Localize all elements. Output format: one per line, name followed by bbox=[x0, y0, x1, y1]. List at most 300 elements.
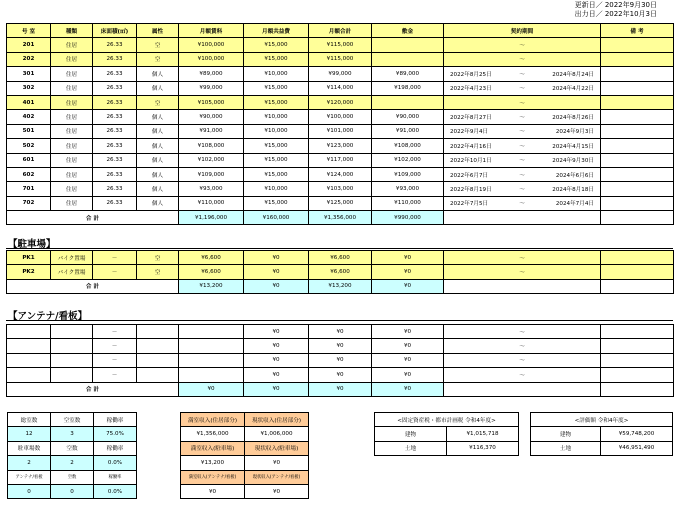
monthly-fee: ¥10,000 bbox=[244, 67, 309, 81]
income-label-row bbox=[181, 470, 309, 484]
rooms-header-row bbox=[7, 24, 674, 38]
parking-divider bbox=[6, 248, 673, 249]
stats-label: 稼働率 bbox=[94, 441, 137, 455]
table-row bbox=[7, 251, 674, 265]
valuation-value: ¥46,951,490 bbox=[601, 441, 673, 455]
monthly-fee: ¥15,000 bbox=[244, 196, 309, 210]
remarks bbox=[601, 110, 674, 124]
contract-period-parts bbox=[446, 185, 598, 193]
antenna-area: － bbox=[93, 353, 137, 367]
total-remarks-empty bbox=[601, 279, 674, 293]
income-label: 現状収入(アンテナ/看板) bbox=[245, 470, 309, 484]
table-row bbox=[7, 153, 674, 167]
parking-type: バイク置場 bbox=[51, 251, 93, 265]
column-header: 契約期間 bbox=[444, 24, 601, 38]
contract-period: ～ bbox=[444, 325, 601, 339]
room-attribute: 個人 bbox=[137, 182, 179, 196]
contract-tilde: ～ bbox=[519, 172, 525, 179]
deposit: ¥89,000 bbox=[372, 67, 444, 81]
remarks bbox=[601, 167, 674, 181]
column-header: 月額共益費 bbox=[244, 24, 309, 38]
total-label: 合 計 bbox=[7, 382, 179, 396]
stats-label: 駐車場数 bbox=[8, 441, 51, 455]
income-label: 満室収入(アンテナ/看板) bbox=[181, 470, 245, 484]
room-area: 26.33 bbox=[93, 139, 137, 153]
total-row bbox=[7, 279, 674, 293]
antenna-attribute bbox=[137, 368, 179, 382]
room-area: 26.33 bbox=[93, 182, 137, 196]
total-deposit: ¥990,000 bbox=[372, 211, 444, 225]
room-number: 402 bbox=[7, 110, 51, 124]
deposit bbox=[372, 38, 444, 52]
stats-label: 空室数 bbox=[51, 413, 94, 427]
total-deposit: ¥0 bbox=[372, 279, 444, 293]
monthly-fee: ¥15,000 bbox=[244, 38, 309, 52]
monthly-total: ¥6,600 bbox=[309, 251, 372, 265]
income-label-row bbox=[181, 413, 309, 427]
monthly-rent: ¥100,000 bbox=[179, 38, 244, 52]
table-row bbox=[531, 427, 673, 441]
room-attribute: 空 bbox=[137, 52, 179, 66]
stats-label: 空数 bbox=[51, 470, 94, 484]
column-header: 号 室 bbox=[7, 24, 51, 38]
monthly-fee: ¥15,000 bbox=[244, 139, 309, 153]
stats-label: 稼働率 bbox=[94, 470, 137, 484]
monthly-fee: ¥15,000 bbox=[244, 167, 309, 181]
contract-tilde: ～ bbox=[519, 71, 525, 78]
monthly-fee: ¥0 bbox=[244, 368, 309, 382]
remarks bbox=[601, 182, 674, 196]
deposit bbox=[372, 52, 444, 66]
tax-label: 建物 bbox=[375, 427, 447, 441]
monthly-total: ¥117,000 bbox=[309, 153, 372, 167]
deposit: ¥0 bbox=[372, 265, 444, 279]
deposit: ¥93,000 bbox=[372, 182, 444, 196]
total-remarks-empty bbox=[601, 211, 674, 225]
monthly-rent: ¥99,000 bbox=[179, 81, 244, 95]
deposit: ¥0 bbox=[372, 251, 444, 265]
table-row bbox=[7, 353, 674, 367]
income-value-row bbox=[181, 484, 309, 498]
room-number: 502 bbox=[7, 139, 51, 153]
room-number: 302 bbox=[7, 81, 51, 95]
room-area: 26.33 bbox=[93, 38, 137, 52]
remarks bbox=[601, 265, 674, 279]
deposit: ¥90,000 bbox=[372, 110, 444, 124]
room-attribute: 個人 bbox=[137, 153, 179, 167]
valuation-label: 建物 bbox=[531, 427, 601, 441]
stats-value: 2 bbox=[8, 456, 51, 470]
contract-start: 2022年4月16日 bbox=[450, 143, 492, 150]
contract-period: ～ bbox=[444, 353, 601, 367]
column-header: 月額賃料 bbox=[179, 24, 244, 38]
income-value: ¥0 bbox=[181, 484, 245, 498]
room-area: 26.33 bbox=[93, 52, 137, 66]
parking-table bbox=[6, 250, 674, 294]
room-area: 26.33 bbox=[93, 95, 137, 109]
room-area: 26.33 bbox=[93, 196, 137, 210]
contract-end: 2024年9月3日 bbox=[555, 129, 594, 136]
contract-period: ～ bbox=[444, 251, 601, 265]
antenna-attribute bbox=[137, 325, 179, 339]
contract-end: 2024年4月15日 bbox=[552, 143, 594, 150]
valuation-table bbox=[530, 412, 673, 456]
room-type: 住居 bbox=[51, 167, 93, 181]
contract-period-parts bbox=[446, 127, 598, 135]
room-attribute: 個人 bbox=[137, 167, 179, 181]
room-attribute: 個人 bbox=[137, 81, 179, 95]
total-rent: ¥0 bbox=[179, 382, 244, 396]
table-row bbox=[7, 339, 674, 353]
monthly-total: ¥100,000 bbox=[309, 110, 372, 124]
remarks bbox=[601, 67, 674, 81]
contract-period bbox=[444, 167, 601, 181]
parking-type: バイク置場 bbox=[51, 265, 93, 279]
contract-period-parts bbox=[446, 70, 598, 78]
total-monthly: ¥0 bbox=[309, 382, 372, 396]
monthly-total: ¥103,000 bbox=[309, 182, 372, 196]
income-label: 現状収入(住居部分) bbox=[245, 413, 309, 427]
deposit: ¥0 bbox=[372, 353, 444, 367]
room-number: 602 bbox=[7, 167, 51, 181]
monthly-rent bbox=[179, 325, 244, 339]
antenna-table bbox=[6, 324, 674, 397]
stats-value: 2 bbox=[51, 456, 94, 470]
total-fee: ¥0 bbox=[244, 279, 309, 293]
stats-value: 12 bbox=[8, 427, 51, 441]
room-area: 26.33 bbox=[93, 110, 137, 124]
remarks bbox=[601, 95, 674, 109]
monthly-fee: ¥15,000 bbox=[244, 95, 309, 109]
room-attribute: 個人 bbox=[137, 124, 179, 138]
total-period-empty bbox=[444, 211, 601, 225]
income-value: ¥13,200 bbox=[181, 456, 245, 470]
room-number: 201 bbox=[7, 38, 51, 52]
antenna-id bbox=[7, 339, 51, 353]
stats-label: 稼働率 bbox=[94, 413, 137, 427]
table-row bbox=[375, 441, 519, 455]
room-attribute: 個人 bbox=[137, 110, 179, 124]
deposit bbox=[372, 95, 444, 109]
antenna-type bbox=[51, 353, 93, 367]
room-type: 住居 bbox=[51, 124, 93, 138]
parking-id: PK1 bbox=[7, 251, 51, 265]
contract-tilde: ～ bbox=[519, 158, 525, 165]
remarks bbox=[601, 139, 674, 153]
total-period-empty bbox=[444, 382, 601, 396]
total-remarks-empty bbox=[601, 382, 674, 396]
tax-title-row bbox=[375, 413, 519, 427]
monthly-total: ¥99,000 bbox=[309, 67, 372, 81]
table-row bbox=[7, 139, 674, 153]
room-type: 住居 bbox=[51, 139, 93, 153]
contract-period bbox=[444, 153, 601, 167]
contract-start: 2022年9月4日 bbox=[450, 129, 489, 136]
table-row bbox=[7, 167, 674, 181]
contract-end: 2024年8月24日 bbox=[552, 71, 594, 78]
total-row bbox=[7, 382, 674, 396]
parking-attribute: 空 bbox=[137, 251, 179, 265]
stats-value: 75.0% bbox=[94, 427, 137, 441]
monthly-rent: ¥93,000 bbox=[179, 182, 244, 196]
stats-label: 総室数 bbox=[8, 413, 51, 427]
room-attribute: 個人 bbox=[137, 139, 179, 153]
income-value-row bbox=[181, 456, 309, 470]
valuation-value: ¥59,748,200 bbox=[601, 427, 673, 441]
remarks bbox=[601, 38, 674, 52]
room-attribute: 個人 bbox=[137, 67, 179, 81]
room-number: 301 bbox=[7, 67, 51, 81]
column-header: 備 考 bbox=[601, 24, 674, 38]
tax-table bbox=[374, 412, 519, 456]
room-area: 26.33 bbox=[93, 124, 137, 138]
occupancy-table bbox=[7, 412, 137, 499]
antenna-type bbox=[51, 368, 93, 382]
monthly-fee: ¥15,000 bbox=[244, 153, 309, 167]
valuation-title-row bbox=[531, 413, 673, 427]
contract-start: 2022年8月27日 bbox=[450, 115, 492, 122]
total-fee: ¥0 bbox=[244, 382, 309, 396]
contract-start: 2022年10月1日 bbox=[450, 158, 492, 165]
remarks bbox=[601, 368, 674, 382]
contract-period: ～ bbox=[444, 339, 601, 353]
deposit: ¥0 bbox=[372, 325, 444, 339]
antenna-attribute bbox=[137, 339, 179, 353]
room-type: 住居 bbox=[51, 81, 93, 95]
contract-period bbox=[444, 67, 601, 81]
monthly-rent: ¥108,000 bbox=[179, 139, 244, 153]
total-rent: ¥13,200 bbox=[179, 279, 244, 293]
room-number: 701 bbox=[7, 182, 51, 196]
table-row bbox=[531, 441, 673, 455]
remarks bbox=[601, 196, 674, 210]
monthly-fee: ¥0 bbox=[244, 325, 309, 339]
room-number: 501 bbox=[7, 124, 51, 138]
antenna-area: － bbox=[93, 368, 137, 382]
tax-value: ¥1,015,718 bbox=[447, 427, 519, 441]
stats-label-row bbox=[8, 441, 137, 455]
total-rent: ¥1,196,000 bbox=[179, 211, 244, 225]
antenna-type bbox=[51, 325, 93, 339]
antenna-section-title: 【アンテナ/看板】 bbox=[8, 311, 88, 322]
remarks bbox=[601, 353, 674, 367]
total-monthly: ¥1,356,000 bbox=[309, 211, 372, 225]
antenna-area: － bbox=[93, 339, 137, 353]
stats-value-row bbox=[8, 427, 137, 441]
monthly-rent: ¥102,000 bbox=[179, 153, 244, 167]
monthly-total: ¥123,000 bbox=[309, 139, 372, 153]
contract-tilde: ～ bbox=[519, 201, 525, 208]
antenna-id bbox=[7, 353, 51, 367]
room-type: 住居 bbox=[51, 196, 93, 210]
room-number: 401 bbox=[7, 95, 51, 109]
printed-date: 出力日／ 2022年10月3日 bbox=[574, 10, 657, 18]
report-dates bbox=[575, 1, 657, 19]
contract-period-parts bbox=[446, 113, 598, 121]
income-value: ¥1,006,000 bbox=[245, 427, 309, 441]
monthly-fee: ¥0 bbox=[244, 251, 309, 265]
table-row bbox=[7, 124, 674, 138]
valuation-label: 土地 bbox=[531, 441, 601, 455]
stats-value: 0.0% bbox=[94, 484, 137, 498]
deposit: ¥0 bbox=[372, 368, 444, 382]
rooms-table bbox=[6, 23, 674, 225]
monthly-rent: ¥100,000 bbox=[179, 52, 244, 66]
contract-start: 2022年6月7日 bbox=[450, 172, 489, 179]
contract-period: ～ bbox=[444, 368, 601, 382]
room-type: 住居 bbox=[51, 153, 93, 167]
table-row bbox=[7, 196, 674, 210]
monthly-total: ¥101,000 bbox=[309, 124, 372, 138]
contract-period-parts bbox=[446, 171, 598, 179]
income-value: ¥0 bbox=[245, 456, 309, 470]
income-value: ¥1,356,000 bbox=[181, 427, 245, 441]
stats-value: 0 bbox=[51, 484, 94, 498]
remarks bbox=[601, 325, 674, 339]
room-type: 住居 bbox=[51, 38, 93, 52]
contract-start: 2022年4月23日 bbox=[450, 86, 492, 93]
table-row bbox=[375, 427, 519, 441]
contract-tilde: ～ bbox=[519, 186, 525, 193]
stats-label: アンテナ/看板 bbox=[8, 470, 51, 484]
table-row bbox=[7, 38, 674, 52]
stats-label-row bbox=[8, 470, 137, 484]
contract-start: 2022年8月25日 bbox=[450, 71, 492, 78]
monthly-total: ¥125,000 bbox=[309, 196, 372, 210]
total-label: 合 計 bbox=[7, 211, 179, 225]
room-area: 26.33 bbox=[93, 81, 137, 95]
contract-period: ～ bbox=[444, 52, 601, 66]
stats-value: 3 bbox=[51, 427, 94, 441]
column-header: 属性 bbox=[137, 24, 179, 38]
income-value-row bbox=[181, 427, 309, 441]
monthly-total: ¥115,000 bbox=[309, 52, 372, 66]
monthly-fee: ¥15,000 bbox=[244, 81, 309, 95]
income-label-row bbox=[181, 441, 309, 455]
stats-label: 空数 bbox=[51, 441, 94, 455]
antenna-id bbox=[7, 368, 51, 382]
total-deposit: ¥0 bbox=[372, 382, 444, 396]
contract-end: 2024年8月18日 bbox=[552, 186, 594, 193]
table-row bbox=[7, 110, 674, 124]
column-header: 月額合計 bbox=[309, 24, 372, 38]
income-label: 現状収入(駐車場) bbox=[245, 441, 309, 455]
room-type: 住居 bbox=[51, 67, 93, 81]
monthly-total: ¥120,000 bbox=[309, 95, 372, 109]
deposit: ¥0 bbox=[372, 339, 444, 353]
room-attribute: 空 bbox=[137, 95, 179, 109]
deposit: ¥91,000 bbox=[372, 124, 444, 138]
table-row bbox=[7, 368, 674, 382]
table-row bbox=[7, 81, 674, 95]
contract-period bbox=[444, 196, 601, 210]
column-header: 種類 bbox=[51, 24, 93, 38]
monthly-rent: ¥110,000 bbox=[179, 196, 244, 210]
deposit: ¥108,000 bbox=[372, 139, 444, 153]
table-row bbox=[7, 67, 674, 81]
stats-value: 0 bbox=[8, 484, 51, 498]
antenna-divider bbox=[6, 320, 673, 321]
remarks bbox=[601, 81, 674, 95]
contract-tilde: ～ bbox=[519, 115, 525, 122]
contract-period bbox=[444, 110, 601, 124]
room-type: 住居 bbox=[51, 52, 93, 66]
contract-period: ～ bbox=[444, 38, 601, 52]
monthly-rent: ¥6,600 bbox=[179, 251, 244, 265]
parking-attribute: 空 bbox=[137, 265, 179, 279]
room-type: 住居 bbox=[51, 182, 93, 196]
room-number: 702 bbox=[7, 196, 51, 210]
monthly-total: ¥0 bbox=[309, 353, 372, 367]
contract-end: 2024年7月4日 bbox=[555, 201, 594, 208]
contract-start: 2022年8月19日 bbox=[450, 186, 492, 193]
monthly-total: ¥124,000 bbox=[309, 167, 372, 181]
room-attribute: 空 bbox=[137, 38, 179, 52]
income-value: ¥0 bbox=[245, 484, 309, 498]
antenna-area: － bbox=[93, 325, 137, 339]
income-table bbox=[180, 412, 309, 499]
monthly-total: ¥114,000 bbox=[309, 81, 372, 95]
column-header: 床面積(㎡) bbox=[93, 24, 137, 38]
parking-area: － bbox=[93, 265, 137, 279]
monthly-total: ¥0 bbox=[309, 339, 372, 353]
parking-id: PK2 bbox=[7, 265, 51, 279]
contract-period-parts bbox=[446, 156, 598, 164]
contract-period bbox=[444, 124, 601, 138]
room-area: 26.33 bbox=[93, 153, 137, 167]
monthly-fee: ¥10,000 bbox=[244, 124, 309, 138]
contract-tilde: ～ bbox=[519, 129, 525, 136]
monthly-rent: ¥109,000 bbox=[179, 167, 244, 181]
contract-period-parts bbox=[446, 84, 598, 92]
monthly-total: ¥115,000 bbox=[309, 38, 372, 52]
income-label: 満室収入(住居部分) bbox=[181, 413, 245, 427]
monthly-total: ¥0 bbox=[309, 368, 372, 382]
monthly-fee: ¥0 bbox=[244, 265, 309, 279]
monthly-rent bbox=[179, 353, 244, 367]
antenna-type bbox=[51, 339, 93, 353]
tax-title: <固定資産税・都市計画税 令和4年度> bbox=[375, 413, 519, 427]
monthly-fee: ¥15,000 bbox=[244, 52, 309, 66]
deposit: ¥102,000 bbox=[372, 153, 444, 167]
total-row bbox=[7, 211, 674, 225]
room-type: 住居 bbox=[51, 95, 93, 109]
monthly-total: ¥6,600 bbox=[309, 265, 372, 279]
contract-period-parts bbox=[446, 142, 598, 150]
antenna-attribute bbox=[137, 353, 179, 367]
table-row bbox=[7, 95, 674, 109]
deposit: ¥198,000 bbox=[372, 81, 444, 95]
table-row bbox=[7, 325, 674, 339]
room-attribute: 個人 bbox=[137, 196, 179, 210]
room-number: 202 bbox=[7, 52, 51, 66]
contract-tilde: ～ bbox=[519, 86, 525, 93]
remarks bbox=[601, 153, 674, 167]
tax-label: 土地 bbox=[375, 441, 447, 455]
deposit: ¥109,000 bbox=[372, 167, 444, 181]
contract-tilde: ～ bbox=[519, 143, 525, 150]
monthly-fee: ¥0 bbox=[244, 353, 309, 367]
monthly-fee: ¥0 bbox=[244, 339, 309, 353]
tax-value: ¥116,370 bbox=[447, 441, 519, 455]
monthly-rent: ¥91,000 bbox=[179, 124, 244, 138]
contract-period-parts bbox=[446, 199, 598, 207]
table-row bbox=[7, 52, 674, 66]
remarks bbox=[601, 124, 674, 138]
room-area: 26.33 bbox=[93, 67, 137, 81]
room-number: 601 bbox=[7, 153, 51, 167]
parking-area: － bbox=[93, 251, 137, 265]
